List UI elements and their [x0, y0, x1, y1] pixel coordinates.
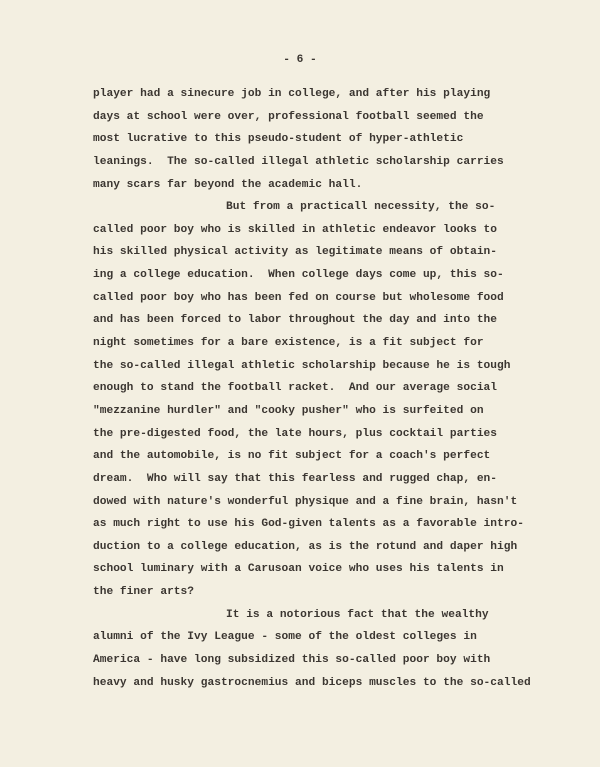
text-line: as much right to use his God-given talents as a favorable intro- — [93, 518, 524, 531]
text-line: ing a college education. When college days come up, this so- — [93, 269, 504, 282]
text-line: his skilled physical activity as legitimate means of obtain- — [93, 246, 498, 259]
text-line: heavy and husky gastrocnemius and biceps muscles to the so-called — [93, 676, 531, 689]
text-line: player had a sinecure job in college, and after his playing — [93, 88, 491, 100]
typed-text-body — [93, 88, 531, 699]
text-line: night sometimes for a bare existence, is a fit subject for — [93, 337, 484, 350]
text-line: called poor boy who has been fed on course but wholesome food — [93, 291, 504, 304]
text-line: duction to a college education, as is the rotund and daper high — [93, 540, 518, 553]
text-line: and the automobile, is no fit subject for a coach's perfect — [93, 450, 491, 463]
text-line: alumni of the Ivy League - some of the oldest colleges in — [93, 631, 477, 644]
text-line: days at school were over, professional football seemed the — [93, 110, 484, 123]
text-line: "mezzanine hurdler" and "cooky pusher" who is surfeited on — [93, 404, 484, 417]
text-line: America - have long subsidized this so-called poor boy with — [93, 654, 491, 667]
text-line: and has been forced to labor throughout the day and into the — [93, 314, 498, 327]
text-line: called poor boy who is skilled in athletic endeavor looks to — [93, 223, 498, 236]
text-line: the so-called illegal athletic scholarship because he is tough — [93, 359, 511, 372]
text-line: the finer arts? — [93, 586, 195, 599]
text-line: dream. Who will say that this fearless and rugged chap, en- — [93, 472, 498, 485]
text-line: most lucrative to this pseudo-student of hyper-athletic — [93, 133, 464, 146]
page-number: - 6 - — [283, 54, 317, 66]
text-line: the pre-digested food, the late hours, plus cocktail parties — [93, 427, 498, 440]
text-line: But from a practicall necessity, the so- — [226, 201, 496, 214]
text-line: dowed with nature's wonderful physique and a fine brain, hasn't — [93, 495, 518, 508]
text-line: leanings. The so-called illegal athletic scholarship carries — [93, 155, 504, 168]
text-line: It is a notorious fact that the wealthy — [226, 608, 489, 621]
text-line: many scars far beyond the academic hall. — [93, 178, 363, 191]
text-line: school luminary with a Carusoan voice who uses his talents in — [93, 563, 504, 576]
text-line: enough to stand the football racket. And our average social — [93, 382, 498, 395]
